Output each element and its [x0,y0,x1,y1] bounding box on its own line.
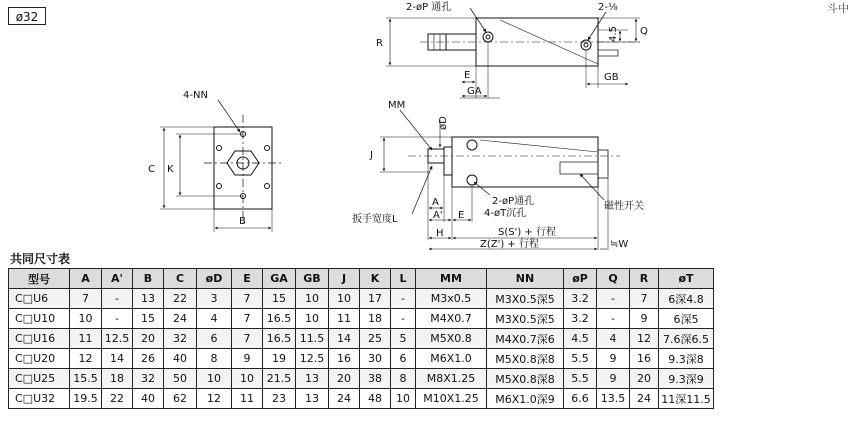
table-cell: 10 [391,389,416,409]
d-label: øD [438,116,449,130]
table-cell: 25 [360,329,391,349]
mm-label: MM [388,100,406,111]
e-label-top: E [464,70,471,81]
table-cell: 15 [133,309,164,329]
s-label: S(S') + 行程 [498,227,556,238]
table-cell: 16 [630,349,659,369]
header-b: B [133,269,164,289]
front-hole-4 [265,184,270,189]
bore-size-label: ø32 [8,7,46,25]
h-label: H [436,228,444,239]
table-cell: 9 [232,349,263,369]
table-cell: M6X1.0深9 [487,389,564,409]
header-a: A [70,269,102,289]
table-cell: 16 [329,349,360,369]
top-switch-lead [598,50,618,56]
table-cell: 38 [360,369,391,389]
side-end-cap [598,150,608,178]
table-cell: 12.5 [296,349,329,369]
table-cell: 12 [70,349,102,369]
table-row [9,309,714,329]
table-cell: 62 [164,389,197,409]
table-cell: 18 [102,369,133,389]
table-row [9,329,714,349]
table-title: 共同尺寸表 [10,252,71,266]
table-cell: 7.6深6.5 [659,329,714,349]
switch-label: 磁性开关 [604,201,644,212]
table-cell: 21.5 [263,369,296,389]
table-header-row [9,269,714,289]
p-hole-leader-side [474,182,490,195]
side-port-top [467,140,477,150]
p-holes-label-top: 2-øP 通孔 [406,2,452,13]
w-label: ≒W [610,239,629,250]
header-a-prime: A' [102,269,133,289]
table-cell: 24 [630,389,659,409]
k-label: K [167,164,174,175]
table-cell: 16.5 [263,309,296,329]
table-cell: 26 [133,349,164,369]
table-cell: 10 [296,309,329,329]
table-cell: M10X1.25 [416,389,487,409]
dim-45-label: 4.5 [608,26,619,42]
table-cell: 15 [263,289,296,309]
table-cell: 20 [133,329,164,349]
table-cell: 11 [70,329,102,349]
table-cell: 22 [102,389,133,409]
table-cell: 20 [329,369,360,389]
model-cell: C□U25 [9,369,70,389]
table-cell: 20 [630,369,659,389]
table-cell: 10 [296,289,329,309]
table-cell: 10 [232,369,263,389]
side-rod-flange [444,147,452,175]
table-row [9,349,714,369]
table-cell: M6X1.0 [416,349,487,369]
table-cell: 3 [197,289,232,309]
table-cell: 14 [329,329,360,349]
table-cell: 13 [296,369,329,389]
table-cell: 11深11.5 [659,389,714,409]
t-hole-label: 4-øT沉孔 [484,208,527,219]
front-view [160,100,282,232]
table-cell: 14 [102,349,133,369]
table-cell: 12 [630,329,659,349]
header-p: øP [564,269,597,289]
p-hole-label-side: 2-øP通孔 [492,196,535,207]
model-cell: C□U32 [9,389,70,409]
table-cell: 19.5 [70,389,102,409]
table-cell: 11 [329,309,360,329]
table-cell: 4 [197,309,232,329]
mm-leader [400,110,432,150]
table-row [9,289,714,309]
table-cell: M5X0.8深8 [487,349,564,369]
table-cell: - [102,289,133,309]
table-cell: M3x0.5 [416,289,487,309]
header-e: E [232,269,263,289]
header-mm: MM [416,269,487,289]
table-cell: 10 [70,309,102,329]
header-t: øT [659,269,714,289]
table-cell: 15.5 [70,369,102,389]
table-cell: 6 [391,349,416,369]
table-cell: 7 [630,289,659,309]
table-cell: 23 [263,389,296,409]
table-cell: 7 [70,289,102,309]
gb-label: GB [604,72,619,83]
header-r: R [630,269,659,289]
table-cell: - [391,309,416,329]
table-cell: M5X0.8深8 [487,369,564,389]
front-hole-3 [217,184,222,189]
model-cell: C□U16 [9,329,70,349]
table-cell: 13 [296,389,329,409]
table-cell: 7 [232,329,263,349]
table-cell: 10 [197,369,232,389]
table-cell: M5X0.8 [416,329,487,349]
table-cell: 12 [197,389,232,409]
table-cell: 10 [329,289,360,309]
top-view [386,8,640,98]
model-cell: C□U10 [9,309,70,329]
table-cell: 40 [164,349,197,369]
z-label: Z(Z') + 行程 [480,239,539,250]
table-cell: 40 [133,389,164,409]
header-k: K [360,269,391,289]
wrench-label: 扳手宽度L [352,214,398,225]
table-cell: 48 [360,389,391,409]
table-cell: 5 [391,329,416,349]
b-label: B [239,216,246,227]
pipe-label: 2-⅛ [598,2,618,13]
table-cell: 8 [391,369,416,389]
table-cell: 17 [360,289,391,309]
header-c: C [164,269,197,289]
table-cell: 32 [133,369,164,389]
e-label-side: E [458,210,465,221]
table-cell: 19 [263,349,296,369]
ga-label: GA [467,86,482,97]
corner-mark: 斗中 [827,2,849,15]
table-cell: 9.3深9 [659,369,714,389]
table-cell: 24 [164,309,197,329]
top-port-right [581,40,591,50]
table-row [9,369,714,389]
header-gb: GB [296,269,329,289]
table-cell: M4X0.7 [416,309,487,329]
table-cell: 4.5 [564,329,597,349]
model-cell: C□U20 [9,349,70,369]
table-cell: 50 [164,369,197,389]
table-cell: 3.2 [564,289,597,309]
table-row [9,389,714,409]
table-cell: - [597,289,630,309]
table-cell: 9 [630,309,659,329]
table-cell: 3.2 [564,309,597,329]
table-cell: 11 [232,389,263,409]
table-cell: M4X0.7深6 [487,329,564,349]
header-l: L [391,269,416,289]
table-cell: 6 [197,329,232,349]
header-nn: NN [487,269,564,289]
model-cell: C□U6 [9,289,70,309]
nn-label: 4-NN [183,90,208,101]
front-hole-1 [217,146,222,151]
table-cell: M8X1.25 [416,369,487,389]
header-q: Q [597,269,630,289]
header-d: øD [197,269,232,289]
table-cell: 7 [232,309,263,329]
table-body [9,289,714,409]
table-cell: M3X0.5深5 [487,289,564,309]
q-label: Q [640,26,648,37]
wrench-leader [412,166,432,214]
table-cell: 24 [329,389,360,409]
table-cell: 18 [360,309,391,329]
table-cell: 6深4.8 [659,289,714,309]
a2-label: A' [433,210,443,221]
table-cell: 6.6 [564,389,597,409]
table-cell: M3X0.5深5 [487,309,564,329]
header-model: 型号 [9,269,70,289]
table-cell: 11.5 [296,329,329,349]
table-cell: 7 [232,289,263,309]
table-cell: 6深5 [659,309,714,329]
table-cell: 12.5 [102,329,133,349]
pipe-leader [588,12,606,40]
table-cell: 16.5 [263,329,296,349]
side-switch [560,162,598,174]
j-label: J [370,150,373,161]
header-j: J [329,269,360,289]
table-cell: 8 [197,349,232,369]
header-ga: GA [263,269,296,289]
table-cell: 4 [597,329,630,349]
front-hole-2 [265,146,270,151]
table-cell: 9 [597,369,630,389]
table-cell: 22 [164,289,197,309]
table-cell: - [102,309,133,329]
table-cell: 30 [360,349,391,369]
common-dimensions-table [8,268,714,409]
table-cell: 13 [133,289,164,309]
table-cell: 9.3深8 [659,349,714,369]
a-label: A [432,197,439,208]
table-cell: 5.5 [564,369,597,389]
table-cell: - [391,289,416,309]
table-cell: 32 [164,329,197,349]
table-cell: 13.5 [597,389,630,409]
c-label: C [148,164,155,175]
p-holes-leader-top [470,8,486,32]
table-cell: 5.5 [564,349,597,369]
r-label: R [376,38,383,49]
table-cell: 9 [597,349,630,369]
table-cell: - [597,309,630,329]
top-port-left [483,32,493,42]
